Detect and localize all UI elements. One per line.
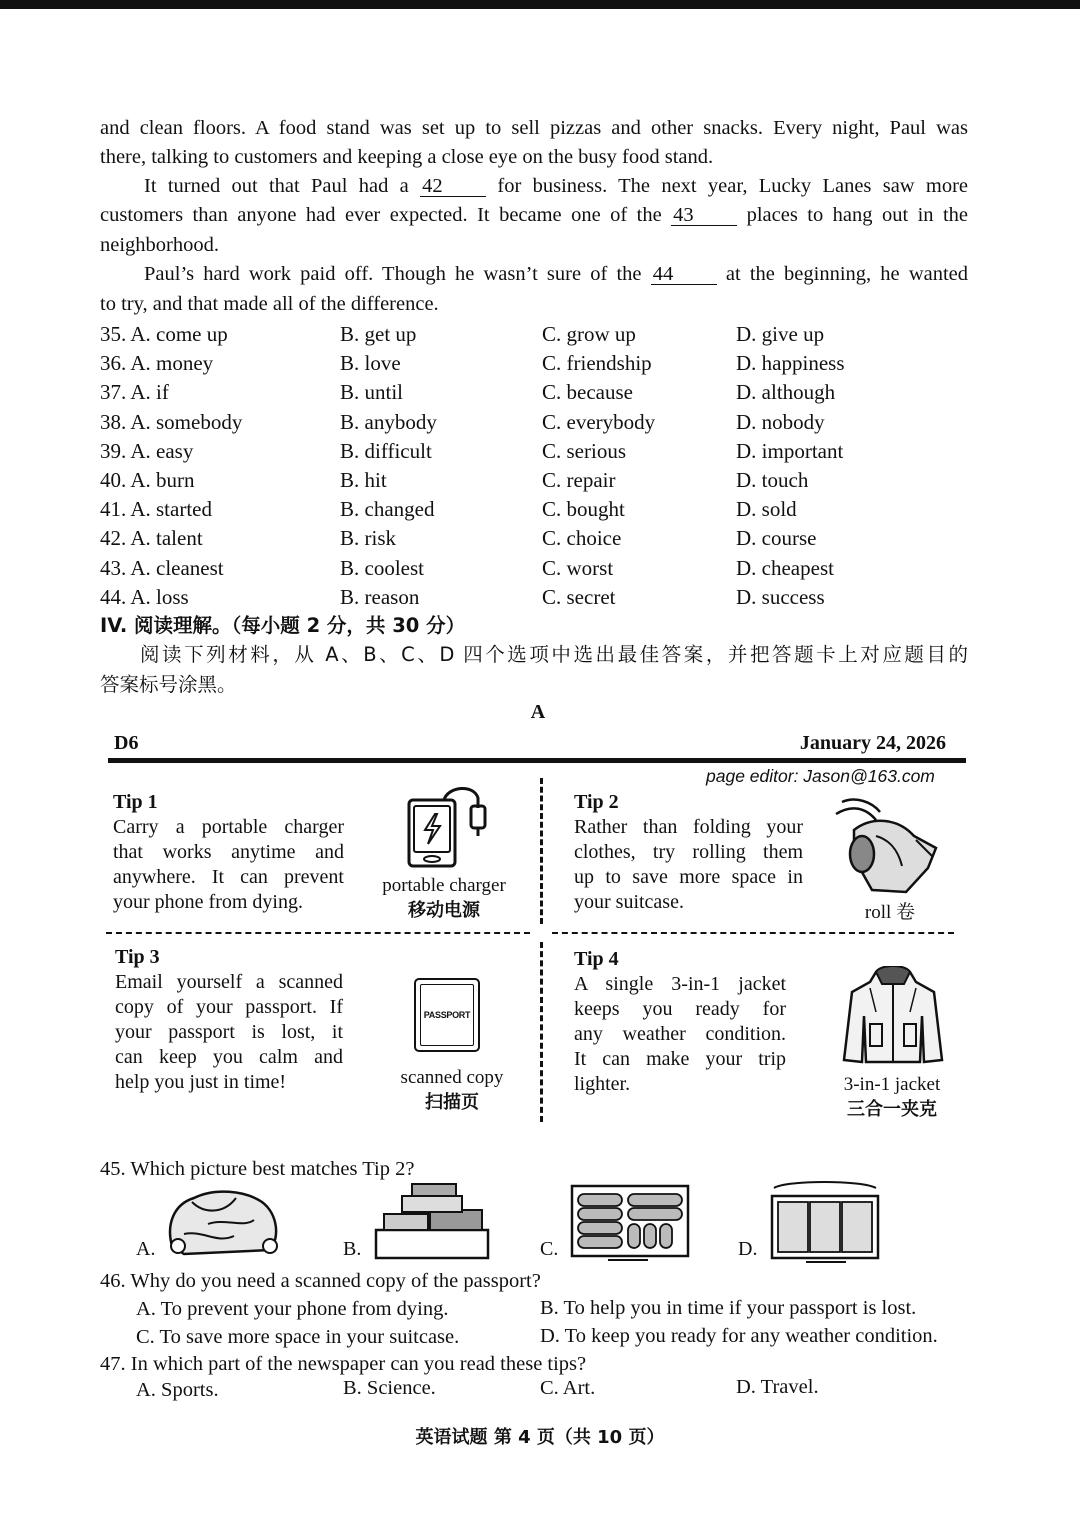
option-choice: B. reason xyxy=(340,584,420,609)
option-choice: 35. A. come up xyxy=(100,322,228,346)
option-choice: B. love xyxy=(340,351,401,376)
picture-d-folded-suitcase xyxy=(766,1180,884,1266)
option-choice: 44. A. loss xyxy=(100,584,189,609)
option-choice: C. grow up xyxy=(542,322,636,346)
option-choice: D. happiness xyxy=(736,351,845,376)
tip-line: keeps you ready for xyxy=(574,998,786,1020)
option-choice: C. bought xyxy=(542,497,625,522)
jacket-icon xyxy=(840,966,946,1066)
tip-4 xyxy=(574,947,786,1097)
option-choice: B. get up xyxy=(340,322,417,346)
tip-4-caption xyxy=(832,1072,952,1122)
option-choice: 36. A. money xyxy=(100,351,214,376)
q47-option-b: B. Science. xyxy=(343,1377,436,1399)
blank-44: 44 xyxy=(651,264,717,285)
option-row xyxy=(100,437,968,466)
top-border xyxy=(0,0,1080,9)
page-footer: 英语试题 第 4 页（共 10 页） xyxy=(415,1427,665,1448)
vertical-divider xyxy=(540,942,543,1122)
option-choice: C. serious xyxy=(542,438,626,463)
tip-line: can keep you calm and xyxy=(115,1046,343,1068)
option-row xyxy=(100,583,968,612)
picture-c-rolled-suitcase xyxy=(568,1180,692,1264)
passage-text: customers than anyone had ever expected. It became one of the xyxy=(100,204,662,226)
option-row xyxy=(100,349,968,378)
picture-a-messy-bag xyxy=(164,1184,282,1260)
tip-2 xyxy=(574,790,803,915)
horizontal-divider xyxy=(106,932,530,934)
caption-cn: 扫描页 xyxy=(425,1092,479,1113)
option-choice: B. anybody xyxy=(340,409,437,434)
tip-line: lighter. xyxy=(574,1073,631,1095)
tip-line: A single 3-in-1 jacket xyxy=(574,973,786,995)
tip-line: up to save more space in xyxy=(574,866,803,888)
tip-line: copy of your passport. If xyxy=(115,996,343,1018)
newspaper-header xyxy=(108,730,946,758)
header-rule xyxy=(108,758,966,763)
option-choice: B. difficult xyxy=(340,438,432,463)
passage-line-blank-43 xyxy=(100,201,968,230)
caption-en: portable charger xyxy=(382,875,506,896)
blank-43: 43 xyxy=(671,205,737,226)
tip-title: Tip 1 xyxy=(113,791,158,813)
tip-2-caption: roll 卷 xyxy=(864,902,916,923)
option-choice: 38. A. somebody xyxy=(100,409,243,434)
tip-line: your passport is lost, it xyxy=(115,1021,343,1043)
option-choice: B. coolest xyxy=(340,555,424,580)
option-row xyxy=(100,466,968,495)
page-number: D6 xyxy=(114,732,139,754)
option-choice: D. nobody xyxy=(736,409,825,434)
option-choice: C. worst xyxy=(542,555,614,580)
option-choice: 40. A. burn xyxy=(100,468,195,492)
option-choice: B. changed xyxy=(340,497,435,522)
section-instruction: 答案标号涂黑。 xyxy=(100,673,237,696)
tip-title: Tip 2 xyxy=(574,791,619,813)
q46-option-c: C. To save more space in your suitcase. xyxy=(136,1326,460,1348)
picture-b-folded-stack xyxy=(372,1182,492,1260)
tip-1 xyxy=(113,790,344,915)
tip-line: any weather condition. xyxy=(574,1023,786,1045)
option-choice: C. repair xyxy=(542,468,616,492)
option-row xyxy=(100,320,968,349)
caption-cn: 三合一夹克 xyxy=(847,1099,937,1120)
passage-line: neighborhood. xyxy=(100,234,219,256)
tip-line: your suitcase. xyxy=(574,891,684,913)
passage-line: and clean floors. A food stand was set up to sell pizzas and other snacks. Every night, Paul was xyxy=(100,117,968,139)
q46-option-a: A. To prevent your phone from dying. xyxy=(136,1298,449,1320)
option-choice: C. friendship xyxy=(542,351,652,376)
tip-line: clothes, try rolling them xyxy=(574,841,803,863)
option-choice: D. cheapest xyxy=(736,555,834,580)
option-row xyxy=(100,524,968,553)
tip-line: anywhere. It can prevent xyxy=(113,866,344,888)
passage-text: Paul’s hard work paid off. Though he wasn’t sure of the xyxy=(144,263,642,285)
caption-en: 3-in-1 jacket xyxy=(843,1074,941,1095)
vertical-divider xyxy=(540,778,543,924)
power-bank-icon xyxy=(404,784,496,876)
caption-cn: 移动电源 xyxy=(408,900,480,921)
option-label: C. xyxy=(540,1238,559,1260)
passage-text: at the beginning, he wanted xyxy=(725,263,969,285)
option-choice: B. until xyxy=(340,380,404,405)
option-choice: C. because xyxy=(542,380,633,405)
option-row xyxy=(100,554,968,583)
horizontal-divider xyxy=(552,932,954,934)
tip-line: Carry a portable charger xyxy=(113,816,344,838)
caption-en: scanned copy xyxy=(400,1067,504,1088)
passport-label: PASSPORT xyxy=(423,1010,471,1020)
tip-line: Email yourself a scanned xyxy=(115,971,343,993)
option-choice: D. course xyxy=(736,526,817,551)
question-46: 46. Why do you need a scanned copy of the passport? xyxy=(100,1270,541,1292)
newspaper-date: January 24, 2026 xyxy=(799,732,946,754)
tip-line: Rather than folding your xyxy=(574,816,803,838)
passage-line: to try, and that made all of the difference. xyxy=(100,293,439,315)
passage-text: It turned out that Paul had a xyxy=(144,175,409,197)
option-label: A. xyxy=(136,1238,156,1260)
rolling-clothes-icon xyxy=(832,796,946,898)
section-heading: IV. 阅读理解。（每小题 2 分，共 30 分） xyxy=(100,614,466,637)
option-row xyxy=(100,378,968,407)
passage-line-blank-42 xyxy=(100,172,968,201)
tip-title: Tip 3 xyxy=(115,946,160,968)
tip-line: your phone from dying. xyxy=(113,891,303,913)
passage-text: for business. The next year, Lucky Lanes saw more xyxy=(497,175,969,197)
option-choice: B. risk xyxy=(340,526,397,551)
section-instruction: 阅读下列材料，从 A、B、C、D 四个选项中选出最佳答案，并把答题卡上对应题目的 xyxy=(140,643,968,666)
question-47: 47. In which part of the newspaper can you read these tips? xyxy=(100,1353,587,1375)
option-choice: 43. A. cleanest xyxy=(100,555,224,580)
option-choice: C. everybody xyxy=(542,409,656,434)
option-choice: C. choice xyxy=(542,526,622,551)
option-choice: 41. A. started xyxy=(100,497,212,522)
passport-icon xyxy=(414,978,480,1052)
option-row xyxy=(100,408,968,437)
option-label: D. xyxy=(738,1238,758,1260)
q47-option-d: D. Travel. xyxy=(736,1376,819,1398)
option-choice: B. hit xyxy=(340,468,387,492)
tip-title: Tip 4 xyxy=(574,948,619,970)
q46-option-d: D. To keep you ready for any weather condition. xyxy=(540,1325,938,1347)
option-choice: D. important xyxy=(736,438,844,463)
passage-line-blank-44 xyxy=(100,260,968,289)
passage-line: there, talking to customers and keeping a close eye on the busy food stand. xyxy=(100,146,714,168)
blank-42: 42 xyxy=(420,176,486,197)
option-choice: C. secret xyxy=(542,584,616,609)
passage-label: A xyxy=(530,701,546,723)
option-choice: D. although xyxy=(736,380,836,405)
q46-option-b: B. To help you in time if your passport is lost. xyxy=(540,1297,917,1319)
option-label: B. xyxy=(343,1238,362,1260)
question-45: 45. Which picture best matches Tip 2? xyxy=(100,1158,415,1180)
option-row xyxy=(100,495,968,524)
tip-line: that works anytime and xyxy=(113,841,344,863)
page-editor: page editor: Jason@163.com xyxy=(706,766,935,786)
option-choice: 39. A. easy xyxy=(100,438,194,463)
q47-option-a: A. Sports. xyxy=(136,1379,219,1401)
option-choice: D. success xyxy=(736,584,825,609)
option-choice: 37. A. if xyxy=(100,380,169,405)
q47-option-c: C. Art. xyxy=(540,1377,596,1399)
option-choice: D. give up xyxy=(736,322,825,346)
option-choice: D. touch xyxy=(736,468,809,492)
option-choice: D. sold xyxy=(736,497,797,522)
passage-text: places to hang out in the xyxy=(746,204,969,226)
option-choice: 42. A. talent xyxy=(100,526,203,551)
tip-3-caption xyxy=(388,1065,516,1115)
tip-3 xyxy=(115,945,343,1095)
tip-1-caption xyxy=(368,873,520,923)
tip-line: It can make your trip xyxy=(574,1048,786,1070)
tip-line: help you just in time! xyxy=(115,1071,287,1093)
